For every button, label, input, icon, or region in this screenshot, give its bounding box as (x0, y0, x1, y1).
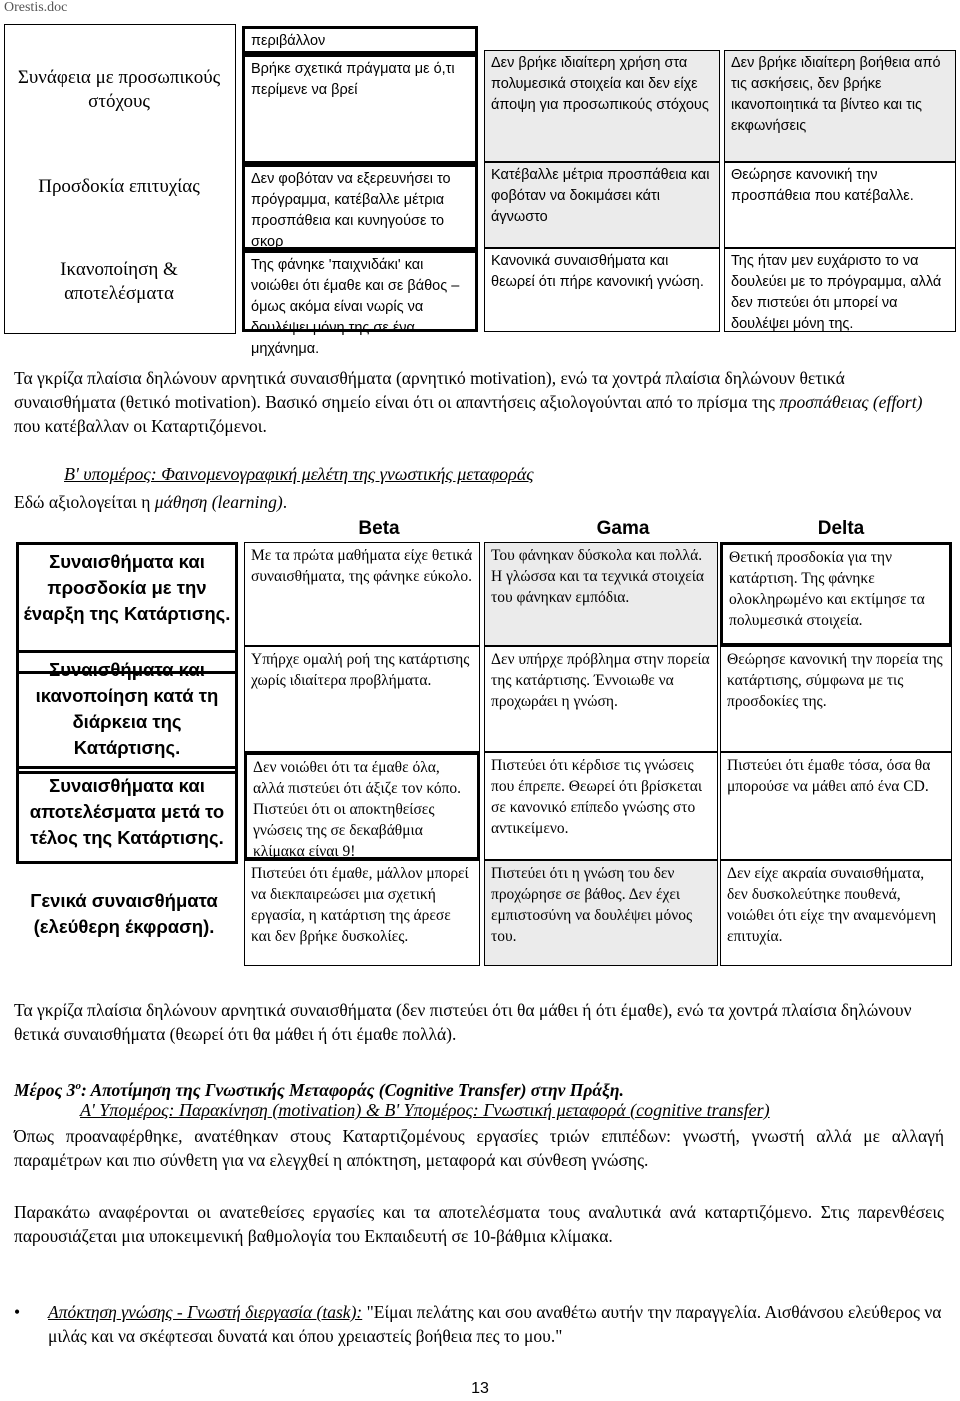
table1-col2-r1: Δεν βρήκε ιδιαίτερη χρήση στα πολυμεσικά στοιχεία και δεν είχε άποψη για προσωπικούς στόχους (484, 50, 720, 162)
paragraph-table1-legend (14, 366, 944, 438)
bullet-label: Απόκτηση γνώσης - Γνωστή διεργασία (task): (48, 1302, 363, 1322)
intro-end: . (282, 492, 288, 512)
paragraph-table2-legend: Τα γκρίζα πλαίσια δηλώνουν αρνητικά συναισθήματα (δεν πιστεύει ότι θα μάθει ή ότι έμαθε), ενώ τα χοντρά πλαίσια δηλώνουν θετικά συναισθήματα (θεωρεί ότι θα μάθει ή ότι έμαθε πολλά). (14, 1000, 912, 1044)
table1-col3-r1: Δεν βρήκε ιδιαίτερη βοήθεια από τις ασκήσεις, δεν βρήκε ικανοποιητικά τα βίντεο και τις εκφωνήσεις (724, 50, 956, 162)
part3-paragraph-1: Όπως προαναφέρθηκε, ανατέθηκαν στους Καταρτιζομένους εργασίες τριών επιπέδων: γνωστή, γνωστή αλλά με αλλαγή παραμέτρων και πιο σύνθετη για να ελεγχθεί η απόκτηση, μεταφορά και σύνθεση γνώσης. (14, 1126, 944, 1170)
table2-row-label-start: Συναισθήματα και προσδοκία με την έναρξη της Κατάρτισης. (16, 542, 238, 674)
table2-beta-r2: Υπήρχε ομαλή ροή της κατάρτισης χωρίς ιδιαίτερα προβλήματα. (244, 646, 480, 752)
table2-beta-r3: Δεν νοιώθει ότι τα έμαθε όλα, αλλά πιστεύει ότι άξιζε τον κόπο. Πιστεύει ότι οι αποκτηθείσες γνώσεις της σε δεκαβάθμια κλίμακα είναι 9! (244, 752, 480, 860)
bullet-dot-icon: • (14, 1302, 21, 1322)
table1-col1-r1: Βρήκε σχετικά πράγματα με ό,τι περίμενε να βρεί (242, 54, 478, 164)
table2-row-label-after: Συναισθήματα και αποτελέσματα μετά το τέλος της Κατάρτισης. (16, 766, 238, 864)
part3-title-end: : Αποτίμηση της Γνωστικής Μεταφοράς (Cognitive Transfer) στην Πράξη. (80, 1079, 624, 1100)
table2-beta-r4: Πιστεύει ότι έμαθε, μάλλον μπορεί να διεκπαιρεώσει μια σχετική εργασία, η κατάρτιση της άρεσε και δεν βρήκε δυσκολίες. (244, 860, 480, 966)
part3-paragraph-2: Παρακάτω αναφέρονται οι ανατεθείσες εργασίες και τα αποτελέσματα τους αναλυτικά ανά καταρτιζόμενο. Στις παρενθέσεις παρουσιάζεται μια υποκειμενική βαθμολογία του Εκπαιδευτή σε 10-βάθμια κλίμακα. (14, 1202, 944, 1246)
table2-row-label-general: Γενικά συναισθήματα (ελεύθερη έκφραση). (30, 890, 218, 937)
table2-col-beta: Beta (358, 518, 400, 539)
table-motivation (4, 24, 960, 357)
legend-effort: προσπάθειας (effort) (779, 392, 923, 412)
intro-text: Εδώ αξιολογείται η (14, 492, 155, 512)
part3-title-sup: ο (75, 1080, 81, 1092)
table2-gama-r4: Πιστεύει ότι η γνώση του δεν προχώρησε σε βάθος. Δεν έχει εμπιστοσύνη να δουλέψει μόνος του. (484, 860, 718, 966)
legend-text-start: Τα γκρίζα πλαίσια δηλώνουν αρνητικά συναισθήματα (αρνητικό motivation), ενώ τα χοντρά πλαίσια δηλώνουν θετικά συναισθήματα (θετικό motivation). Βασικό σημείο είναι ότι οι απαντήσεις αξιολογούνται από το πρίσμα της (14, 368, 845, 412)
table2-delta-r4: Δεν είχε ακραία συναισθήματα, δεν δυσκολεύτηκε πουθενά, νοιώθει ότι είχε την αναμενόμενη επιτυχία. (720, 860, 952, 966)
part3-title-start: Μέρος 3 (14, 1079, 76, 1100)
document-filename: Orestis.doc (4, 0, 68, 15)
page-number: 13 (471, 1380, 489, 1397)
table1-col2-r3: Κανονικά συναισθήματα και θεωρεί ότι πήρε κανονική γνώση. (484, 248, 720, 332)
table2-delta-r2: Θεώρησε κανονική την πορεία της κατάρτισης, σύμφωνα με τις προσδοκίες της. (720, 646, 952, 752)
table2-col-gama: Gama (596, 518, 650, 539)
table1-row-label-expectation: Προσδοκία επιτυχίας (38, 176, 200, 197)
table2-row-label-during: Συναισθήματα και ικανοποίηση κατά τη διάρκεια της Κατάρτισης. (16, 650, 238, 774)
table1-row-label-relevance: Συνάφεια με προσωπικούς στόχους (17, 67, 221, 112)
legend-text-end: που κατέβαλλαν οι Καταρτιζόμενοι. (14, 416, 267, 436)
table2-delta-r1: Θετική προσδοκία για την κατάρτιση. Της φάνηκε ολοκληρωμένο και εκτίμησε τα πολυμεσικά στοιχεία. (720, 542, 952, 646)
bullet-quote: "Είμαι πελάτης και σου αναθέτω αυτήν την παραγγελία. Αισθάνσου ελεύθερος να μιλάς και να σκέφτεσαι δυνατά και όπου χρειαστείς βοήθεια πες το μου." (48, 1302, 942, 1346)
table1-col3-r3: Της ήταν μεν ευχάριστο το να δουλεύει με το πρόγραμμα, αλλά δεν πιστεύει ότι μπορεί να δουλέψει μόνη της. (724, 248, 956, 332)
subsection-b-title: Β' υπομέρος: Φαινομενογραφική μελέτη της γνωστικής μεταφοράς (64, 464, 534, 484)
table2-delta-r3: Πιστεύει ότι έμαθε τόσα, όσα θα μπορούσε να μάθει από ένα CD. (720, 752, 952, 860)
table2-gama-r2: Δεν υπήρχε πρόβλημα στην πορεία της κατάρτισης. Έννοιωθε να προχωράει η γνώση. (484, 646, 718, 752)
subsection-b-intro (14, 490, 944, 514)
table1-col1-r3: Της φάνηκε 'παιχνιδάκι' και νοιώθει ότι έμαθε και σε βάθος – όμως ακόμα είναι νωρίς να δουλέψει μόνη της σε ένα μηχάνημα. (242, 250, 478, 332)
part3-title (14, 1074, 944, 1102)
table2-gama-r1: Του φάνηκαν δύσκολα και πολλά. Η γλώσσα και τα τεχνικά στοιχεία του φάνηκαν εμπόδια. (484, 542, 718, 646)
intro-learning: μάθηση (learning) (154, 492, 283, 512)
bullet-text (48, 1300, 944, 1348)
table2-beta-r1: Με τα πρώτα μαθήματα είχε θετικά συναισθήματα, της φάνηκε εύκολο. (244, 542, 480, 646)
table2-col-delta: Delta (817, 518, 865, 539)
table2-gama-r3: Πιστεύει ότι κέρδισε τις γνώσεις που έπρεπε. Θεωρεί ότι βρίσκεται σε κανονικό επίπεδο γνώσης στο αντικείμενο. (484, 752, 718, 860)
table1-row-label-satisfaction: Ικανοποίηση & αποτελέσματα (60, 259, 178, 304)
part3-subtitle: Α' Υπομέρος: Παρακίνηση (motivation) & Β' Υπομέρος: Γνωστική μεταφορά (cognitive transfer) (80, 1100, 770, 1120)
table-learning (14, 516, 954, 966)
table1-col1-top: περιβάλλον (242, 26, 478, 54)
table1-col2-r2: Κατέβαλλε μέτρια προσπάθεια και φοβόταν να δοκιμάσει κάτι άγνωστο (484, 162, 720, 248)
table1-col1-r2: Δεν φοβόταν να εξερευνήσει το πρόγραμμα, κατέβαλλε μέτρια προσπάθεια και κυνηγούσε το σκορ (242, 164, 478, 250)
bullet-item-knowledge (14, 1300, 944, 1348)
table1-col3-r2: Θεώρησε κανονική την προσπάθεια που κατέβαλλε. (724, 162, 956, 248)
